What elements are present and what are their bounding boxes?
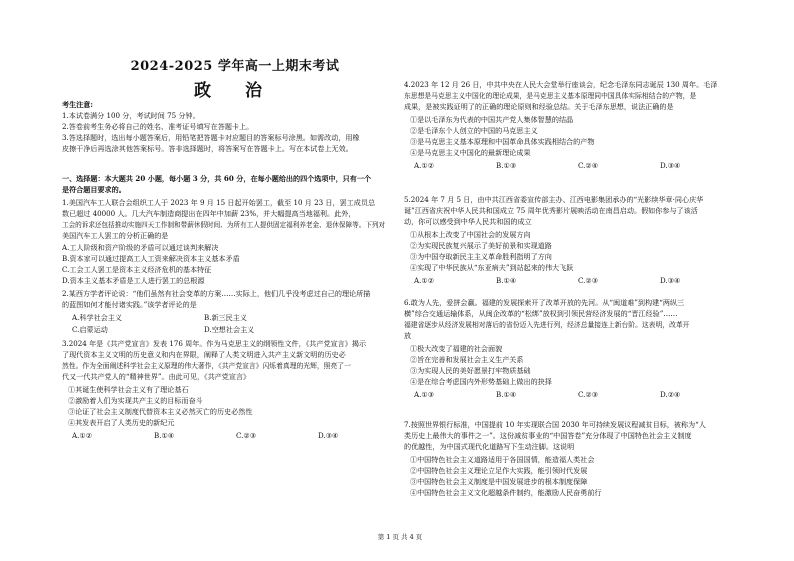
q3-choice-c: C.②③ [236,431,257,440]
q6-statement: ④是在综合考虑国内外形势基础上做出的抉择 [410,377,552,386]
q6-statement: ③为实现人民的美好愿景打牢物质基础 [410,366,531,375]
q5-statement: ②为实现民族复兴展示了美好前景和实现道路 [410,241,552,250]
q6-line: 放 [404,331,412,340]
q3-statement: ②激励着人们为实现共产主义的目标而奋斗 [68,396,203,405]
q6-choice-d: D.②④ [660,390,681,399]
q7-statement: ①中国特色社会主义道路适用于各国国情，能造福人类社会 [410,455,595,464]
q4-line: 4.2023 年 12 月 26 日，中共中央在人民大会堂举行座谈会，纪念毛泽东同志诞辰 130 周年。毛泽 [404,80,718,89]
q5-choice-b: B.①④ [496,276,517,285]
q6-choice-c: C.②③ [578,390,599,399]
q3-choice-b: B.①④ [154,431,175,440]
q5-choice-c: C.②③ [578,276,599,285]
q6-choice-a: A.①③ [414,390,435,399]
q1-line: 数已超过 40000 人。几大汽车制造商提出在四年中加薪 23%，并大幅提高当地福利。此外， [62,209,356,218]
note-line: 1.本试卷满分 100 分，考试时间 75 分钟。 [62,111,200,120]
q3-line: 代又一代共产党人的“精神世界”。由此可见，《共产党宣言》 [62,372,251,381]
q3-choices [72,431,400,441]
q6-choices [414,390,742,400]
q4-line: 成果，是被实践证明了的正确的理论原则和经验总结。关于毛泽东思想，说法正确的是 [404,102,674,111]
q5-choice-a: A.①② [414,276,435,285]
q4-statement: ④是马克思主义中国化的最新理论成果 [410,148,531,157]
q2-options-row [72,313,336,323]
q4-statement: ①是以毛泽东为代表的中国共产党人集体智慧的结晶 [410,115,574,124]
q5-choice-d: D.③④ [660,276,681,285]
q6-statement: ②旨在完善和发展社会主义生产关系 [410,355,524,364]
q3-choice-d: D.③④ [318,431,339,440]
q4-statement: ②是毛泽东个人创立的中国的马克思主义 [410,126,538,135]
note-line: 2.答卷前考生务必将自己的姓名、准考证号填写在答题卡上。 [62,122,254,131]
q3-line: 了现代资本主义文明的历史意义和内在界限，阐释了人类文明进入共产主义新文明的历史必 [62,350,346,359]
q3-line: 3.2024 年是《共产党宣言》发表 176 周年。作为马克思主义的纲领性文件，《共产党宣言》揭示 [62,339,367,348]
q5-line: 诞”江西省庆祝中华人民共和国成立 75 周年优秀影片展映活动在南昌启动。假如你参与了该活 [404,206,698,215]
exam-title: 2024-2025 学年高一上期末考试 [130,59,340,74]
q4-choices [414,161,742,171]
q7-line: 的优越性，为中国式现代化道路写下生动注脚。这说明 [404,442,575,451]
q2-line: 的蓝图如何才能付诸实践。”该学者评论的是 [62,300,197,309]
notes-heading: 考生注意: [62,100,93,109]
q6-line: 福建省逐步从经济发展相对落后的省份迈入先进行列，经济总量接连上新台阶。这表明，改革开 [404,321,690,329]
q4-choice-d: D.③④ [660,161,681,170]
q5-statement: ④实现了中华民族从“东亚病夫”到站起来的伟大飞跃 [410,263,574,272]
subject-title: 政 治 [194,81,276,101]
q4-choice-a: A.①② [414,161,435,170]
q1-option-d: D.资本主义基本矛盾是工人进行罢工的总根源 [62,276,205,285]
q7-statement: ③中国特色社会主义制度是中国发展进步的根本制度保障 [410,477,588,486]
q2-option-c: C.启蒙运动 [72,325,108,334]
note-line: 3.答选择题时，选出每小题答案后，用铅笔把答题卡对应题目的答案标号涂黑。如需改动，用橡 [62,133,360,142]
q3-statement: ③论证了社会主义制度代替资本主义必然灭亡的历史必然性 [68,407,253,416]
page-footer: 第 1 页 共 4 页 [377,533,423,541]
q1-option-a: A.工人阶级和资产阶级的矛盾可以通过谈判来解决 [62,243,219,252]
q2-option-d: D.空想社会主义 [204,325,255,334]
q6-statement: ①极大改变了福建的社会面貌 [410,344,503,353]
q1-line: 1.美国汽车工人联合会组织工人于 2023 年 9 月 15 日起开始罢工，截至 10 月 23 日，罢工成员总 [62,198,376,207]
q7-line: 7.按照世界银行标准，中国提前 10 年实现联合国 2030 年可持续发展议程减贫目标，被称为“人 [404,420,706,429]
q5-choices [414,276,742,286]
q1-option-b: B.资本家可以通过提高工人工资来解决资本主义基本矛盾 [62,254,240,263]
q6-line: 横”综合交通运输体系，从闽企改革的“松绑”放权到引领民营经济发展的“晋江经验”…… [404,309,678,318]
q5-line: 动，你可以感受到中华人民共和国的成立 [404,217,532,226]
q4-choice-b: B.①③ [496,161,517,170]
q6-line: 6.敢为人先，爱拼会赢。福建的发展探索开了改革开放的先河。从“闽道难”到构建“两纵三 [404,298,685,307]
q2-option-b: B.新三民主义 [204,313,247,322]
q4-choice-c: C.②④ [578,161,599,170]
q3-statement: ①其诞生使科学社会主义有了理论基石 [68,385,189,394]
q5-line: 5.2024 年 7 月 5 日，由中共江西省委宣传部主办、江西电影集团承办的“光影续华章·同心庆华 [404,195,704,204]
section-heading: 是符合题目要求的。 [62,185,126,194]
q6-choice-b: B.①④ [496,390,517,399]
q2-option-a: A.科学社会主义 [72,313,122,322]
q2-line: 2.某西方学者评论说：“他们虽然有社会变革的方案……实际上，他们几乎没考虑过自己的理论所描 [62,289,371,298]
q1-line: 工会的诉求还包括推动实施四天工作制和带薪休假时间、为所有工人提供固定福利养老金、退休保障等。下列对 [62,221,386,229]
q5-statement: ①从根本上改变了中国社会的发展方向 [410,230,531,239]
q3-statement: ④其发表开启了人类历史的新纪元 [68,418,175,427]
q7-statement: ②中国特色社会主义理论立足作大实践，能引领时代发展 [410,466,588,475]
q2-options-row [72,325,336,335]
q1-option-c: C.工会工人罢工是资本主义经济危机的基本特征 [62,265,212,274]
q3-line: 然性。作为全面阐述科学社会主义原理的伟大著作，《共产党宣言》闪烁着真理的光辉，照亮了一 [62,362,351,370]
q3-choice-a: A.①② [72,431,93,440]
q5-statement: ③为中国夺取新民主主义革命胜利指明了方向 [410,252,552,261]
q4-statement: ③是马克思主义基本原理和中国革命具体实践相结合的产物 [410,137,595,146]
q1-line: 美国汽车工人罢工的分析正确的是 [62,231,169,240]
q4-line: 东思想是马克思主义中国化的理论成果，是马克思主义基本原理同中国具体实际相结合的产物，是 [404,92,697,100]
section-heading: 一、选择题：本大题共 20 小题，每小题 3 分，共 60 分，在每小题给出的四个选项中，只有一个 [62,174,372,183]
note-line: 皮擦干净后再选涂其他答案标号。答非选择题时，将答案写在答题卡上。写在本试卷上无效。 [62,144,353,153]
q7-line: 类历史上最伟大的事件之一”。这份减贫事业的“中国答卷”充分体现了中国特色社会主义制度 [404,431,692,440]
q7-statement: ④中国特色社会主义文化超越条件制约，能激励人民奋勇前行 [410,488,602,497]
